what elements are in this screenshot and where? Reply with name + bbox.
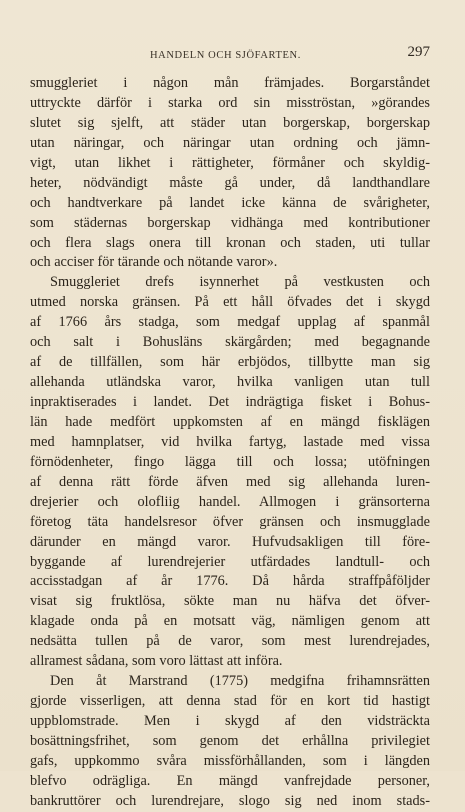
text-line: gafs, uppkommo svåra missförhållanden, som i längden — [30, 752, 430, 769]
text-line: företog täta handelsresor öfver gränsen och insmugglade — [30, 513, 430, 530]
text-line: bankruttörer och lurendrejare, slogo sig ned inom stads- — [30, 792, 430, 809]
text-line: förnödenheter, fingo lägga till och lossa; utöfningen — [30, 453, 430, 470]
text-line: uttryckte därför i starka ord sin misströstan, »görandes — [30, 94, 430, 111]
running-header — [30, 46, 430, 66]
text-line: af de tillfällen, som här erbjödos, tillbytte man sig — [30, 354, 430, 371]
text-line: slutet sig sjelft, att städer utan borgerskap, borgerskap — [30, 114, 430, 131]
text-line: bosättningsfrihet, som genom det erhållna privilegiet — [30, 732, 430, 749]
text-line: inpraktiserades i landet. Det indrägtiga fisket i Bohus- — [30, 394, 430, 410]
text-line: som städernas borgerskap vidhänga med kontributioner — [30, 214, 430, 231]
text-line: utmed norska gränsen. På ett håll öfvades det i skygd — [30, 294, 430, 311]
text-line: och salt i Bohusläns skärgården; med begagnande — [30, 334, 430, 351]
text-line: Smuggleriet drefs isynnerhet på vestkusten och — [50, 274, 430, 291]
text-line: visat sig fruktlösa, sökte man nu häfva det öfver- — [30, 593, 430, 610]
text-line: därunder en mängd varor. Hufvudsakligen till före- — [30, 533, 430, 550]
page-number: 297 — [407, 44, 430, 60]
text-line: gjorde visserligen, att denna stad för en kort tid hastigt — [30, 693, 430, 710]
text-line: smuggleriet i någon mån främjades. Borgarståndet — [30, 75, 430, 91]
text-line: klagade onda på en motsatt väg, nämligen genom att — [30, 613, 430, 630]
text-line: byggande af lurendrejerier utfärdades landtull- och — [30, 553, 430, 570]
text-line: allehanda utländska varor, hvilka vanligen utan tull — [30, 374, 430, 391]
text-line: län hade medfört uppkomsten af en mängd fisklägen — [30, 413, 430, 430]
text-line: vigt, utan likhet i rättigheter, förmåner och skyldig- — [30, 154, 430, 171]
text-line: utan näringar, och näringar utan ordning och jämn- — [30, 134, 430, 151]
text-line: af 1766 års stadga, som medgaf upplag af spanmål — [30, 314, 430, 331]
text-line: drejerier och olofliig handel. Allmogen i gränsorterna — [30, 493, 430, 510]
text-line: af denna rätt förde äfven med sig allehanda luren- — [30, 473, 430, 490]
text-line: uppblomstrade. Men i skygd af den vidsträckta — [30, 713, 430, 729]
text-line: blefvo odrägliga. En mängd vanfrejdade personer, — [30, 772, 430, 789]
text-line: med hamnplatser, vid hvilka fartyg, lastade med vissa — [30, 433, 430, 450]
text-line: nedsätta tullen på de varor, som mest lurendrejades, — [30, 633, 430, 650]
text-line: heter, nödvändigt måste gå under, då landthandlare — [30, 174, 430, 191]
text-line: och flera slags onera till kronan och staden, uti tullar — [30, 234, 430, 251]
running-title: HANDELN OCH SJÖFARTEN. — [150, 50, 301, 61]
text-line: och acciser för tärande och nötande varor». — [30, 254, 278, 271]
body-text — [30, 74, 430, 812]
text-line: Den åt Marstrand (1775) medgifna frihamnsrätten — [50, 673, 430, 690]
text-line: allramest sådana, som voro lättast att införa. — [30, 653, 283, 670]
text-line: accisstadgan af år 1776. Då hårda straffpåföljder — [30, 573, 430, 590]
text-line: och handtverkare på landet icke känna de svårigheter, — [30, 194, 430, 211]
